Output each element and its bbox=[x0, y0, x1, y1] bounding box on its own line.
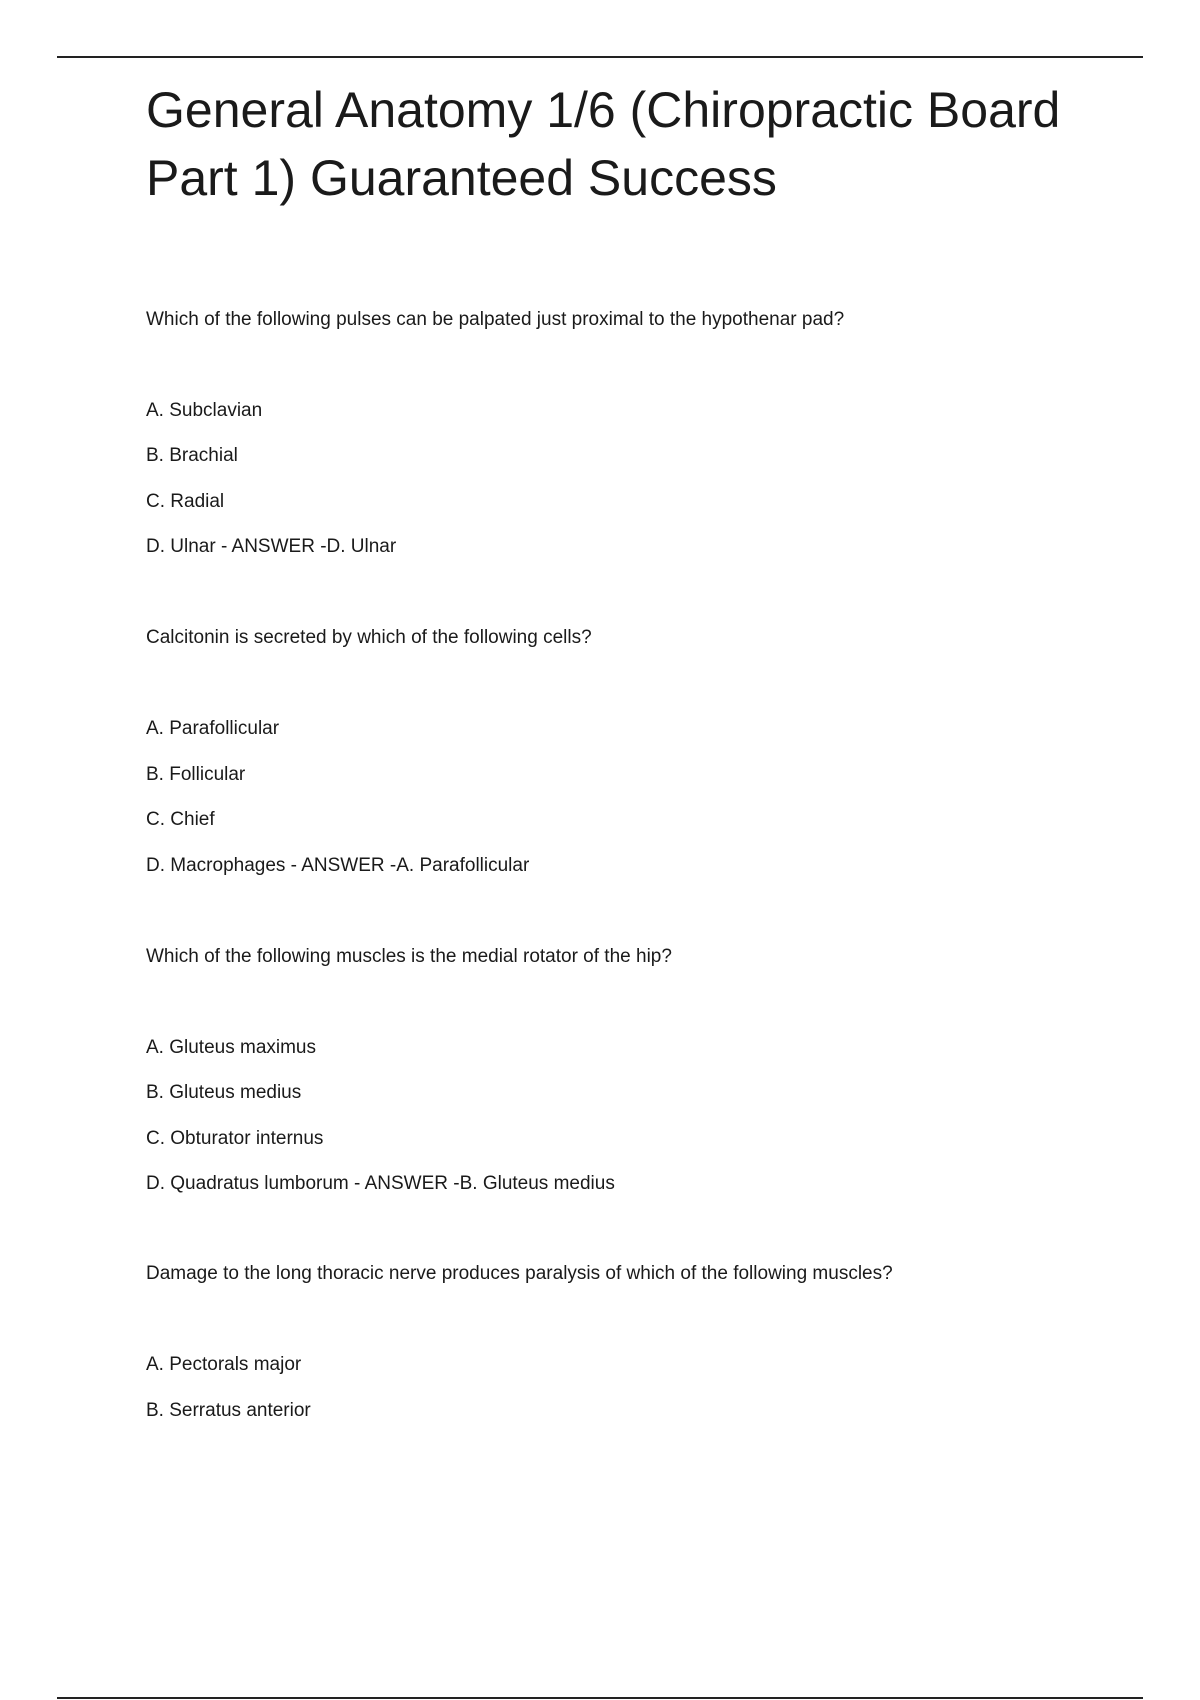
question-4-option-b: B. Serratus anterior bbox=[146, 1400, 311, 1421]
question-2-option-a: A. Parafollicular bbox=[146, 718, 280, 739]
question-1-option-d-answer: D. Ulnar - ANSWER -D. Ulnar bbox=[146, 536, 397, 557]
question-2-option-c: C. Chief bbox=[146, 809, 215, 830]
question-1-text: Which of the following pulses can be palpated just proximal to the hypothenar pad? bbox=[146, 309, 845, 330]
question-3-option-b: B. Gluteus medius bbox=[146, 1082, 302, 1103]
question-3-option-c: C. Obturator internus bbox=[146, 1128, 324, 1149]
question-2-text: Calcitonin is secreted by which of the following cells? bbox=[146, 627, 592, 648]
question-2-option-b: B. Follicular bbox=[146, 764, 246, 785]
question-3-option-d-answer: D. Quadratus lumborum - ANSWER -B. Gluteus medius bbox=[146, 1173, 615, 1194]
question-4-option-a: A. Pectorals major bbox=[146, 1354, 302, 1375]
bottom-divider bbox=[57, 1697, 1143, 1699]
question-1-option-a: A. Subclavian bbox=[146, 400, 263, 421]
top-divider bbox=[57, 56, 1143, 58]
question-2-option-d-answer: D. Macrophages - ANSWER -A. Parafollicular bbox=[146, 855, 530, 876]
question-3-text: Which of the following muscles is the medial rotator of the hip? bbox=[146, 946, 672, 967]
page-title: General Anatomy 1/6 (Chiropractic Board Part 1) Guaranteed Success bbox=[146, 82, 1061, 206]
question-4-text: Damage to the long thoracic nerve produces paralysis of which of the following muscles? bbox=[146, 1263, 893, 1284]
question-3-option-a: A. Gluteus maximus bbox=[146, 1037, 316, 1058]
question-1-option-b: B. Brachial bbox=[146, 445, 238, 466]
question-1-option-c: C. Radial bbox=[146, 491, 225, 512]
